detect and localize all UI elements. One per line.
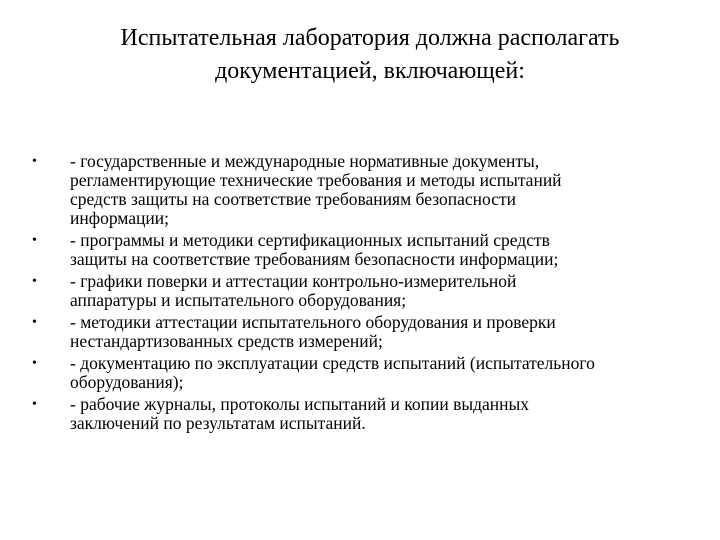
list-item-line: - государственные и международные нормативные документы, — [70, 151, 540, 171]
list-item-line: нестандартизованных средств измерений; — [70, 331, 383, 351]
bullet-icon: • — [32, 154, 37, 169]
list-item-line: - рабочие журналы, протоколы испытаний и копии выданных — [70, 394, 530, 414]
list-item-line: оборудования); — [70, 372, 184, 392]
list-item-line: заключений по результатам испытаний. — [70, 413, 366, 433]
list-item-line: средств защиты на соответствие требованиям безопасности — [70, 189, 516, 209]
title-line-2: документацией, включающей: — [215, 58, 525, 84]
list-item-line: - программы и методики сертификационных испытаний средств — [70, 230, 550, 250]
list-item — [32, 231, 704, 269]
list-item — [32, 354, 704, 392]
list-item-line: - графики поверки и аттестации контрольно-измерительной — [70, 271, 517, 291]
list-item-line: - документацию по эксплуатации средств испытаний (испытательного — [70, 353, 595, 373]
title-line-1: Испытательная лаборатория должна располагать — [120, 25, 620, 51]
list-item-line: - методики аттестации испытательного оборудования и проверки — [70, 312, 556, 332]
bullet-icon: • — [32, 233, 37, 248]
list-item-line: регламентирующие технические требования и методы испытаний — [70, 170, 562, 190]
list-item — [32, 152, 704, 228]
bullet-icon: • — [32, 397, 37, 412]
list-item — [32, 272, 704, 310]
list-item — [32, 395, 704, 433]
bullet-icon: • — [32, 315, 37, 330]
list-item-line: информации; — [70, 208, 169, 228]
list-item-line: защиты на соответствие требованиям безопасности информации; — [70, 249, 559, 269]
bullet-list — [32, 152, 704, 436]
slide-title — [60, 22, 680, 88]
bullet-icon: • — [32, 356, 37, 371]
list-item — [32, 313, 704, 351]
bullet-icon: • — [32, 274, 37, 289]
list-item-line: аппаратуры и испытательного оборудования; — [70, 290, 407, 310]
